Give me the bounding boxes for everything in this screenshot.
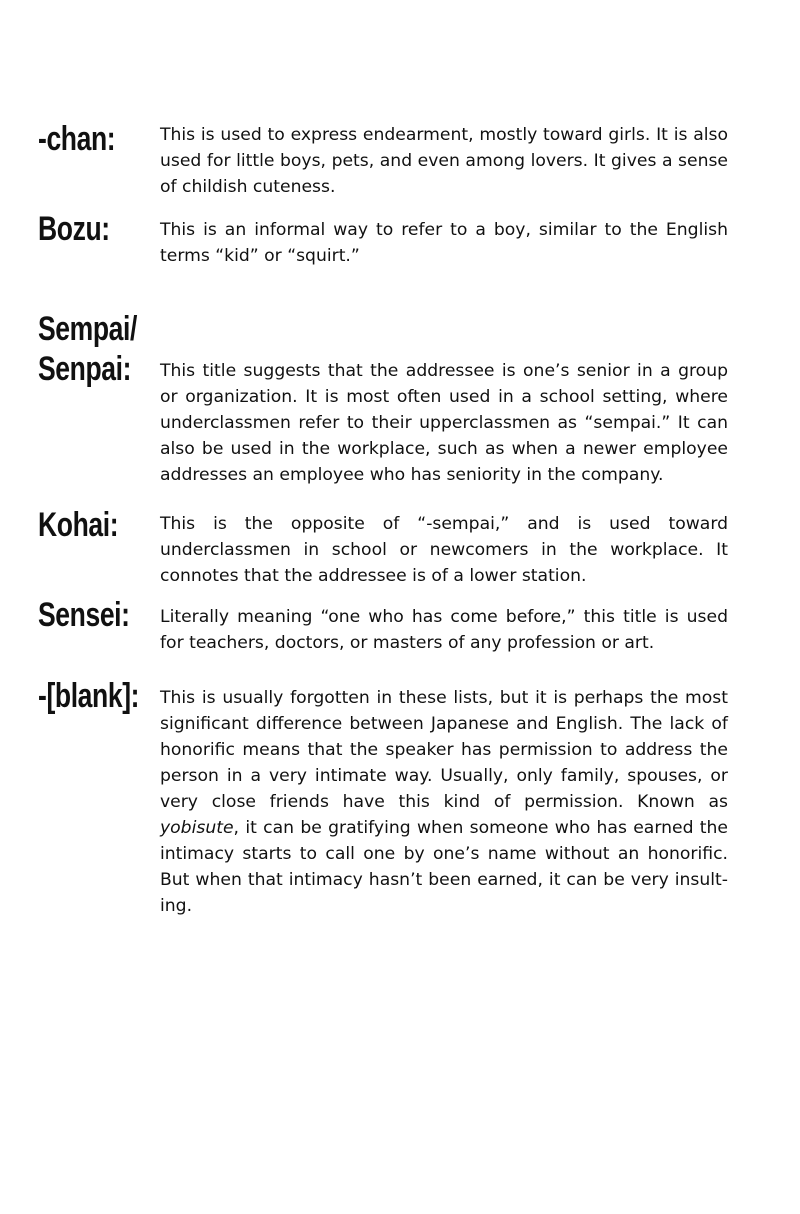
definition-bozu: This is an informal way to refer to a boy, similar to the English terms “kid” or “squirt.” [160,220,728,266]
term-sensei: Sensei: [38,596,130,634]
definition-sensei: Literally meaning “one who has come before,” this title is used for teachers, doctors, or masters of any profession or art. [160,607,728,653]
term-chan: -chan: [38,120,116,158]
definition-kohai: This is the opposite of “-sempai,” and is used toward underclassmen in school or newcomers in the workplace. It connotes that the addressee is of a lower station. [160,514,728,586]
term-kohai: Kohai: [38,506,119,544]
definition-chan: This is used to express endearment, mostly toward girls. It is also used for little boys, pets, and even among lovers. It gives a sense of childish cuteness. [160,125,728,197]
definition-blank-part2: , it can be gratifying when someone who has earned the intimacy starts to call one by one’s name without an honorific. But when that intimacy hasn’t been earned, it can be very insult-ing. [160,818,728,916]
definition-blank [160,685,728,919]
definition-blank-part1: This is usually forgotten in these lists, but it is perhaps the most significant difference between Japanese and English. The lack of honorific means that the speaker has permission to address the person in a very intimate way. Usually, only family, spouses, or very close friends have this kind of permission. Known as [160,688,728,812]
term-senpai: Senpai: [38,350,132,388]
definition-blank-italic: yobisute [160,818,234,838]
term-sempai: Sempai/ [38,310,137,348]
term-bozu: Bozu: [38,210,110,248]
term-blank: -[blank]: [38,677,140,715]
definition-senpai: This title suggests that the addressee is one’s senior in a group or organization. It is most often used in a school setting, where underclassmen refer to their upperclassmen as “sempai.” It can also be used in the workplace, such as when a newer employee addresses an employee who has seniority in the company. [160,361,728,485]
